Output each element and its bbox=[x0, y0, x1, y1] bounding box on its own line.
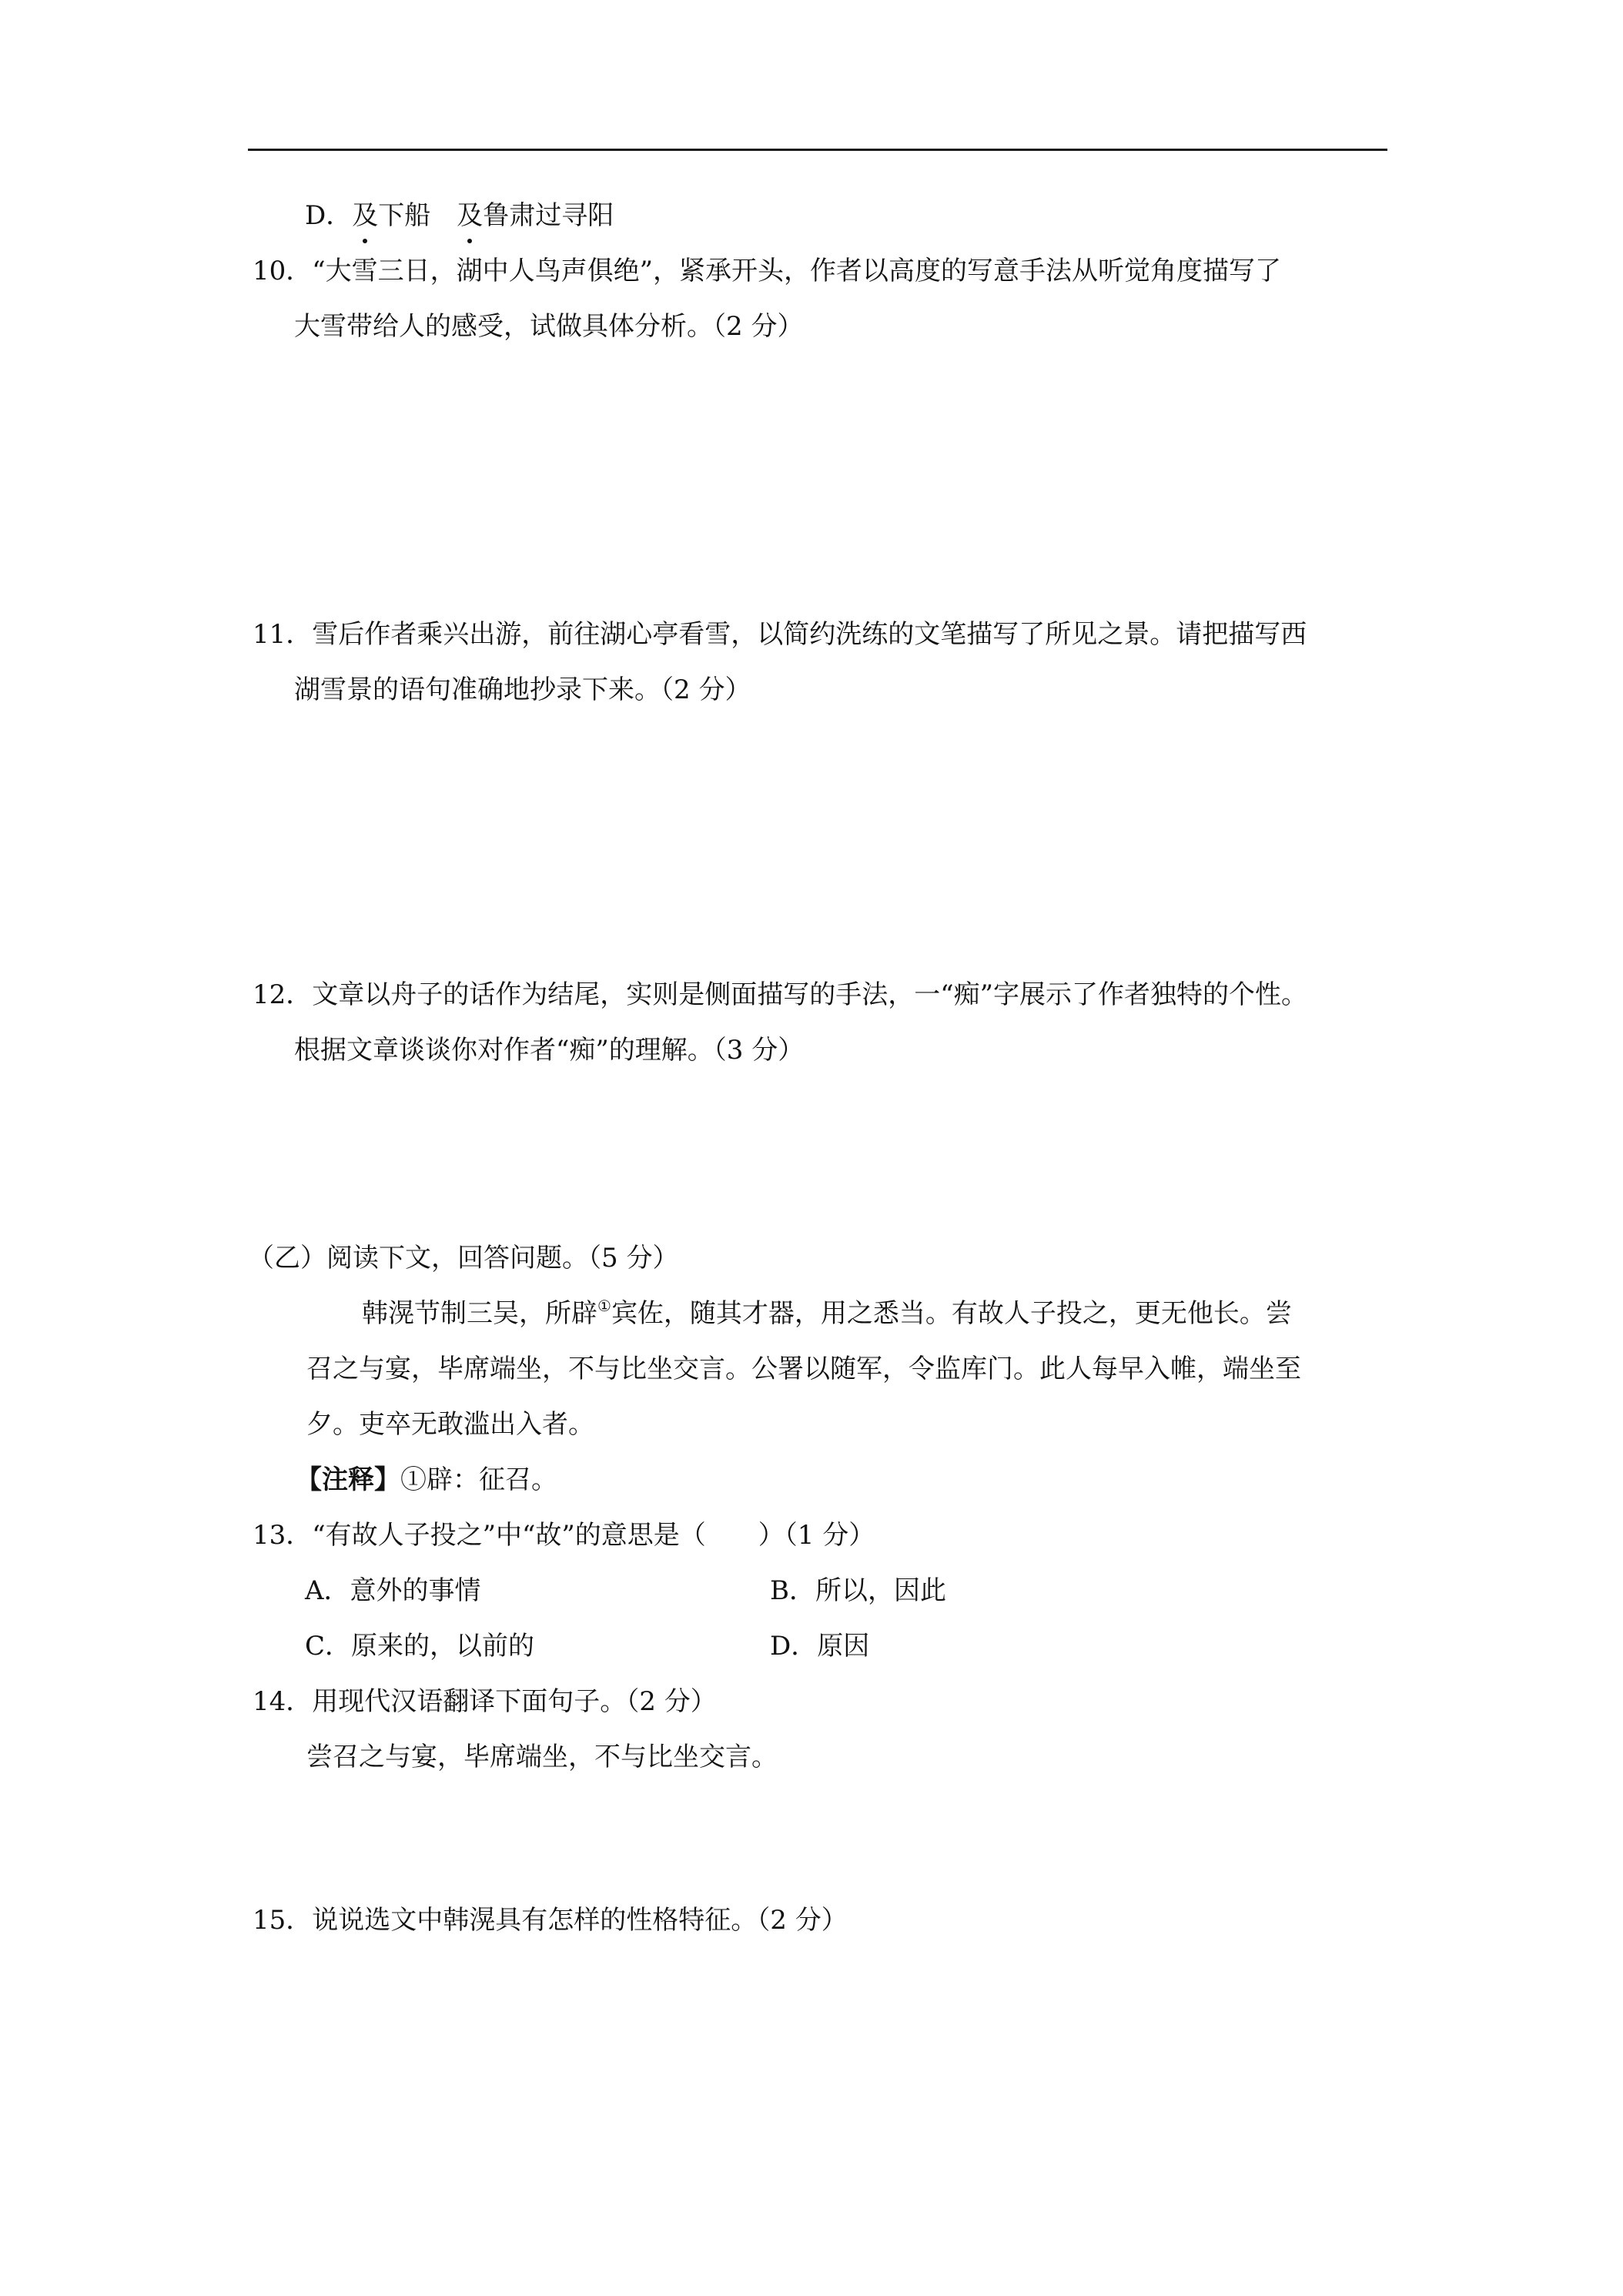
q15-stem: 15．说说选文中韩滉具有怎样的性格特征。（2 分） bbox=[253, 1905, 848, 1936]
q13-option-c: C．原来的，以前的 bbox=[305, 1631, 535, 1662]
option-d-text-a: 下船 bbox=[378, 200, 431, 231]
q10-line2: 大雪带给人的感受，试做具体分析。（2 分） bbox=[294, 311, 804, 342]
passage-line1-b: 宾佐，随其才器，用之悉当。有故人子投之，更无他长。尝 bbox=[611, 1298, 1292, 1329]
q12-line2: 根据文章谈谈你对作者“痴”的理解。（3 分） bbox=[294, 1035, 805, 1066]
emphasis-char-1: 及 bbox=[352, 197, 378, 234]
footnote-marker: ① bbox=[597, 1297, 611, 1315]
q14-sentence: 尝召之与宴，毕席端坐，不与比坐交言。 bbox=[306, 1742, 778, 1772]
option-d-label: D． bbox=[305, 200, 353, 231]
passage-line1 bbox=[362, 1295, 1292, 1332]
section-b-heading: （乙）阅读下文，回答问题。（5 分） bbox=[248, 1243, 679, 1274]
q14-stem: 14．用现代汉语翻译下面句子。（2 分） bbox=[253, 1686, 717, 1717]
emphasis-char-2: 及 bbox=[457, 197, 483, 234]
q13-option-b: B．所以，因此 bbox=[770, 1575, 946, 1606]
header-rule bbox=[248, 149, 1387, 151]
annotation-text: ①辟：征召。 bbox=[400, 1464, 557, 1495]
passage-line1-a: 韩滉节制三吴，所辟 bbox=[362, 1298, 597, 1329]
q12-line1: 12．文章以舟子的话作为结尾，实则是侧面描写的手法，一“痴”字展示了作者独特的个性。 bbox=[253, 979, 1308, 1010]
q11-line2: 湖雪景的语句准确地抄录下来。（2 分） bbox=[294, 674, 751, 705]
q13-options-row1 bbox=[305, 1572, 1383, 1609]
q13-option-d: D．原因 bbox=[770, 1631, 870, 1662]
passage-line2: 召之与宴，毕席端坐，不与比坐交言。公署以随军，令监库门。此人每早入帷，端坐至 bbox=[306, 1354, 1301, 1384]
q11-line1: 11．雪后作者乘兴出游，前往湖心亭看雪，以简约洗练的文笔描写了所见之景。请把描写西 bbox=[253, 619, 1307, 650]
q10-line1: 10．“大雪三日，湖中人鸟声俱绝”，紧承开头，作者以高度的写意手法从听觉角度描写了 bbox=[253, 256, 1282, 286]
option-d-line bbox=[305, 197, 614, 234]
q13-stem: 13．“有故人子投之”中“故”的意思是（ ）（1 分） bbox=[253, 1520, 875, 1551]
q13-options-row2 bbox=[305, 1628, 1383, 1665]
passage-line3: 夕。吏卒无敢滥出入者。 bbox=[306, 1409, 594, 1440]
option-d-text-b: 鲁肃过寻阳 bbox=[483, 200, 614, 231]
q13-option-a: A．意外的事情 bbox=[305, 1575, 481, 1606]
annotation-label: 【注释】 bbox=[296, 1464, 400, 1495]
annotation-line bbox=[296, 1461, 557, 1498]
